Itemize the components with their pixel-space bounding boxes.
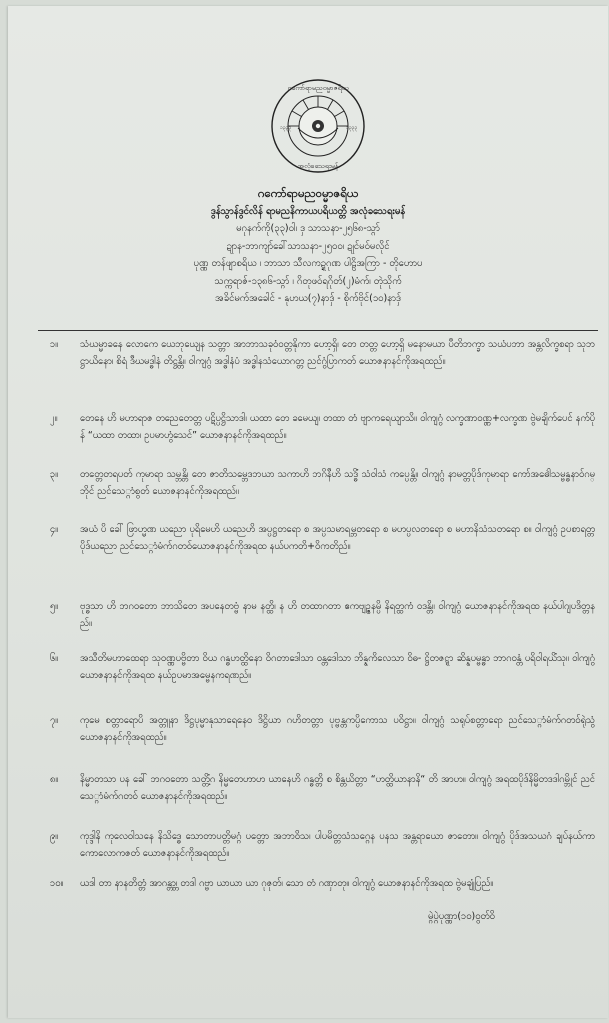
date-line: သက္ကရာဇ်-၁၃၈၆-သ္ဂာ် ၊ ဂိတုဖဝ်ရဂိုတ်(၂)မံက်၊ တုဲသိုက် — [214, 275, 402, 287]
question-text: အသီတိမဟာထေရာ သုဝဏ္ဏပဗ္ဗိတာ ဝိယ ဂန္ဓဟတ္ထိနော ဝိဂတာဒေါသာ ဝန္တဒေါသာ ဘိန္နကိလေသာ ဝိဓ- ဋ္ဌိတဇဋ္ဋာ ဆိန္နပမ္ဗန္ဓာ ဘာဂဝန္တံ ပရိဝါရယိံသု။ ဝါကျဂွံ ယောဇနာနင်ကိုအရထ နယ်ဥပမာအမ္ဗေနကရဏည်။ — [80, 653, 595, 682]
document-header — [8, 184, 608, 307]
question-number: ၅။ — [50, 601, 59, 612]
question-number: ၆။ — [50, 653, 59, 664]
exam-subject-line: ပုဏ္ဏ တန်ဖျာစရိယ ၊ ဘာသာ သီလကဍ္ဍဂုဏ ပါဠိအကြာ - တိုဟောပ — [193, 258, 423, 270]
question-text: တတ္တေတရပတ် ကုမာရာ သမ္ဘန္တိ၊ တေ ဇာတိသမ္ဘေဒဘယာ သကာဟိ ဘဂိနီဟိ သဒ္ဓိံ သံဝါသံ ကပ္ပေန္တိ။ ဝါကျဂွံ နာမတ္တပိုဒ်ကုမာရာ ကော်အဓေါဲသမ္ဗန္ဓနာဝ်ဂမ္ဘိုင် ညင်သေ္ဂာံစွတ် ယောဇနာနင်ကိုအရထည်။ — [80, 469, 595, 498]
location-line: ဍုာန-ဘာကျာ်ခေါ်သာသနာ-၂၅၀၀၊ ဍုင်မဝ်မလိုင် — [226, 240, 390, 252]
question-item — [50, 712, 595, 746]
time-line: အခိင်မက်အခေါင် - နုဟယ(၇)နာဒှ် - စိုက်ဗိုင်(၁၀)နာဒှ် — [215, 293, 401, 305]
monastery-seal-logo — [270, 78, 366, 174]
question-text: ဗုဒ္ဓသာ ဟိ ဘဂဝတော ဘာသိတေ အပနေတဗ္ဗံ နာမ နတ္ထိ၊ န ဟိ တထာဂတာ ဧကဗျဉ္ဇနမ္ပိ နိရတ္ထကံ ဝဒန္တိ။ ဝါကျဂွံ ယောဇနာနင်ကိုအရထ နယ်ပါဂျပဒိတ္တနည်။ — [80, 601, 595, 630]
question-item — [50, 771, 595, 805]
monastery-name: ဂကော်ရာမညဝမ္မာဇရိယ — [257, 186, 359, 200]
question-number: ၁၀။ — [50, 878, 64, 889]
question-text: တေနေ ဟိ မဟာရာဇ တညေတေတ္တ ပဋိပ္ပဋ္ဌိသာဒါ၊ ယထာ တေ ခမေယျ၊ တထာ တံ ဗျာကရေယျာသိ။ ဝါကျဂွံ လက္ခဏာဝဏ္ဏ+လက္ခဏ ဗွဲမချိက်ပေင် နက်ပိုန် “ယထာ တထာ၊ ဥပမာဟွံသေင်” ယောဇနာနင်ကိုအရထည်။ — [80, 413, 595, 442]
question-item — [50, 410, 595, 444]
question-item — [50, 828, 595, 862]
question-text: နိမ္မာတသာ ပန ခေါ် ဘဂဝတော သတ္တိံ့ဂ နိမ္မတေဟာဟ ယာနေဟိ ဂန္ဓတ္တိ စ စိန္တယိတ္တာ “ဟတ္ထိယာနာနိ“ တိ အာဟ။ ဝါကျဂွံ အရထပိုဒ်နိမ္မိတဒဒါဂမ္ဘိုင် ညင်သေ္ဂာံမံက်ဂတဝ် ယောဇနာနင်ကိုအရထည်။ — [80, 774, 595, 803]
question-item — [50, 875, 595, 892]
question-text: သံဃမ္မာခနေ လောကေ ယေဘုယျေန သတ္တာ အာဘာသခုဝံဝတ္တနိုကာ ဟော့ရှိ၊ တေ တတ္တ ဟော့ရှိ မနောမယာ ပီတိဘက္ခာ သယံပဘာ အန္တလိက္ခစရာ သုဘဋ္ဌာယိနော၊ စိရံ ဒီဃမဒ္ဓါနံ တိဋ္ဌန္တိ။ ဝါကျဂွံ အဒ္ဓါနံပံ အဒ္ဓါနသံယောဂတ္တ ညင်ဂွံပြာကတ် ယောဇနာနင်ကိုအရထည်။ — [80, 339, 595, 368]
question-text: ကုမေ စတ္တာရောပိ အတ္တူနာ ဒိဋ္ဌပုမ္မာနုသာရေနေဝ ဒိဋ္ဌိယာ ဂဟိတတ္တာ ပုဗ္ဗန္တကပ္ပိကောသ ပဝိဋ္ဌာ။ ဝါကျဂွံ သရုပ်စတ္တာရော ညင်သေ္ဂာံမံက်ဂတဝ်ရုဲသွံ ယောဇနာနင်ကိုအရထည်။ — [80, 715, 595, 744]
question-item — [50, 598, 595, 632]
question-number: ၇။ — [50, 715, 59, 726]
question-text: ယဒါ တာ နာနတိတ္တံ အာဂန္တ္တာ၊ တဒါ ဂဗ္ဗာ ယာယာ ယာ ဂုဇုတ်၊ သော တံ ဂဏှာတု။ ဝါကျဂွံ ယောဇနာနင်ကိုအရထ ဗွဲမချုံပြည်။ — [80, 878, 494, 889]
exam-year-line: မဂုနက်ကို(၃၃)ဝါ၊ ဒှ သာသနာ-၂၅၆၈-သ္ဂာ် — [236, 223, 380, 235]
question-text: ကုဒ္ဒါနိ ကုလေဝါသနေ နိသိဒ္ဓေ သောတာပတ္တိမဂ္ဂံ ပတ္တော အဘာဝိသ၊ ပါပမိတ္တသံသဂ္ဂေန ပနသ အန္တရာယော ဇာတော။ ဝါကျဂွံ ပိုဒ်အသယဂံ ချပ်နယ်ကာကောလောကဇတ် ယောဇနာနင်ကိုအရထည်။ — [80, 831, 595, 860]
closing-date: မ္ဂဲပ္ဂဲပုဏ္ဏာ(၁၀)ဝွတ်ဝိ — [428, 911, 495, 922]
question-text: အယံ ပိ ခေါ် ဖြာဟ္မဏ ယညော ပုရိမေဟိ ယညေဟိ အပ္ပဋ္ဌတရော စ အပ္ပသမာရမ္ဘတရော စ မဟပ္ပလတရော စ မဟာနိသံသတရော စ။ ဝါကျဂွံ ဥပစာရတ္တပိုဒ်ယညော ညင်သေ္ဂာံမံက်ဂတဝ်ယောဇနာနင်ကိုအရထ နယ်ပကတိ+ဝိကတိည်။ — [80, 524, 595, 553]
question-item — [50, 466, 595, 500]
question-number: ၃။ — [50, 469, 59, 480]
svg-text:၁၃၃၃: ၁၃၃၃ — [346, 125, 358, 131]
question-number: ၁။ — [50, 339, 59, 350]
svg-text:အလုံခသေရးမန်: အလုံခသေရးမန် — [297, 162, 339, 170]
svg-text:ဂကော်ရာမညဝမ္မာဇရိယ: ဂကော်ရာမညဝမ္မာဇရိယ — [287, 84, 349, 92]
svg-text:၁၃၃၃: ၁၃၃၃ — [280, 125, 292, 131]
institution-name: ဒွန်သွာန်ဒွင်လိန် ရာမညနိကာယပရိယတ္တိ အလုံခသေရးမန် — [210, 206, 406, 217]
question-number: ၄။ — [50, 524, 59, 535]
question-item — [50, 521, 595, 555]
question-item — [50, 650, 595, 684]
question-number: ၂။ — [50, 413, 58, 424]
header-divider — [38, 330, 598, 331]
question-item — [50, 336, 595, 370]
question-number: ၈။ — [50, 774, 59, 785]
question-number: ၉။ — [50, 831, 59, 842]
exam-paper — [8, 6, 608, 1018]
